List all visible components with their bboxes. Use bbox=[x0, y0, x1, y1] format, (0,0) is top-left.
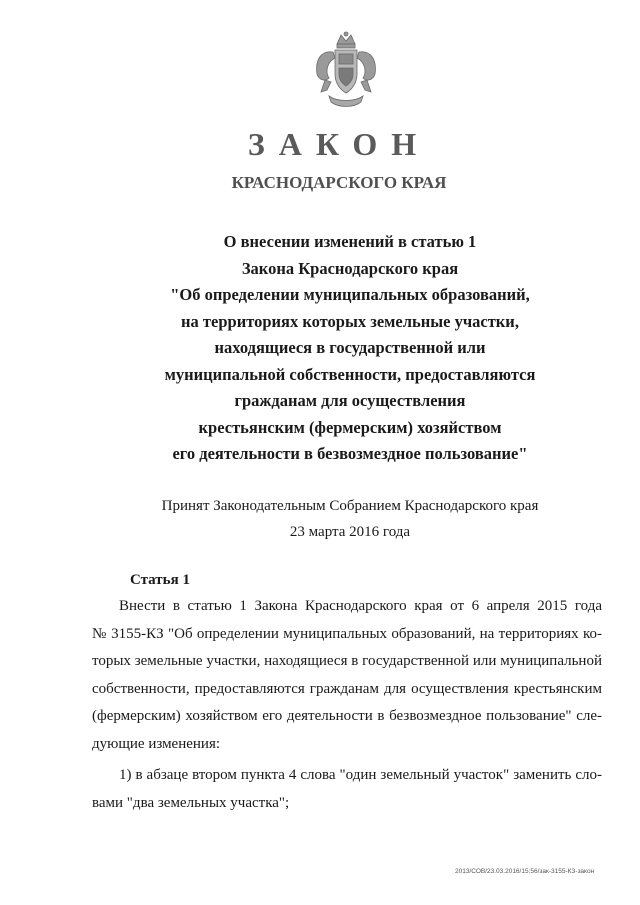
document-footer-code: 2013/СОВ/23.03.2016/15:56/зак-3155-КЗ-закон bbox=[455, 868, 595, 875]
article-title: Статья 1 bbox=[130, 572, 190, 588]
adoption-note bbox=[100, 493, 600, 545]
coat-of-arms-icon bbox=[311, 30, 381, 110]
heading-line: "Об определении муниципальных образований, bbox=[170, 285, 530, 304]
article-body bbox=[92, 593, 602, 817]
heading-line: муниципальной собственности, предоставляются bbox=[164, 364, 536, 384]
heading-line: его деятельности в безвозмездное пользование" bbox=[172, 444, 528, 463]
law-type-title: ЗАКОН bbox=[247, 126, 431, 162]
heading-line: О внесении изменений в статью 1 bbox=[223, 232, 477, 251]
paragraph-line: собственности, предоставляются гражданам для осуществления крестьянским bbox=[92, 680, 602, 697]
adoption-body: Принят Законодательным Собранием Краснодарского края bbox=[161, 498, 539, 514]
adoption-date: 23 марта 2016 года bbox=[289, 524, 411, 540]
paragraph-line: 1) в абзаце втором пункта 4 слова "один земельный участок" заменить сло- bbox=[119, 767, 602, 783]
heading-line: крестьянским (фермерским) хозяйством bbox=[198, 417, 502, 437]
paragraph-line: дующие изменения: bbox=[92, 735, 221, 752]
paragraph-line: вами "два земельных участка"; bbox=[92, 794, 290, 811]
heading-line: Закона Краснодарского края bbox=[241, 258, 459, 278]
paragraph-line: торых земельные участки, находящиеся в государственной или муниципальной bbox=[92, 653, 602, 669]
law-heading bbox=[100, 229, 600, 468]
heading-line: на территориях которых земельные участки, bbox=[181, 311, 519, 331]
heading-line: гражданам для осуществления bbox=[234, 391, 466, 410]
law-issuer-subtitle: КРАСНОДАРСКОГО КРАЯ bbox=[231, 173, 447, 192]
paragraph-line: № 3155-КЗ "Об определении муниципальных образований, на территориях ко- bbox=[92, 625, 602, 642]
paragraph-line: Внести в статью 1 Закона Краснодарского края от 6 апреля 2015 года bbox=[119, 598, 602, 614]
paragraph bbox=[92, 762, 602, 817]
paragraph-line: (фермерским) хозяйством его деятельности в безвозмездное пользование" сле- bbox=[92, 708, 602, 724]
paragraph bbox=[92, 593, 602, 758]
heading-line: находящиеся в государственной или bbox=[214, 338, 486, 357]
